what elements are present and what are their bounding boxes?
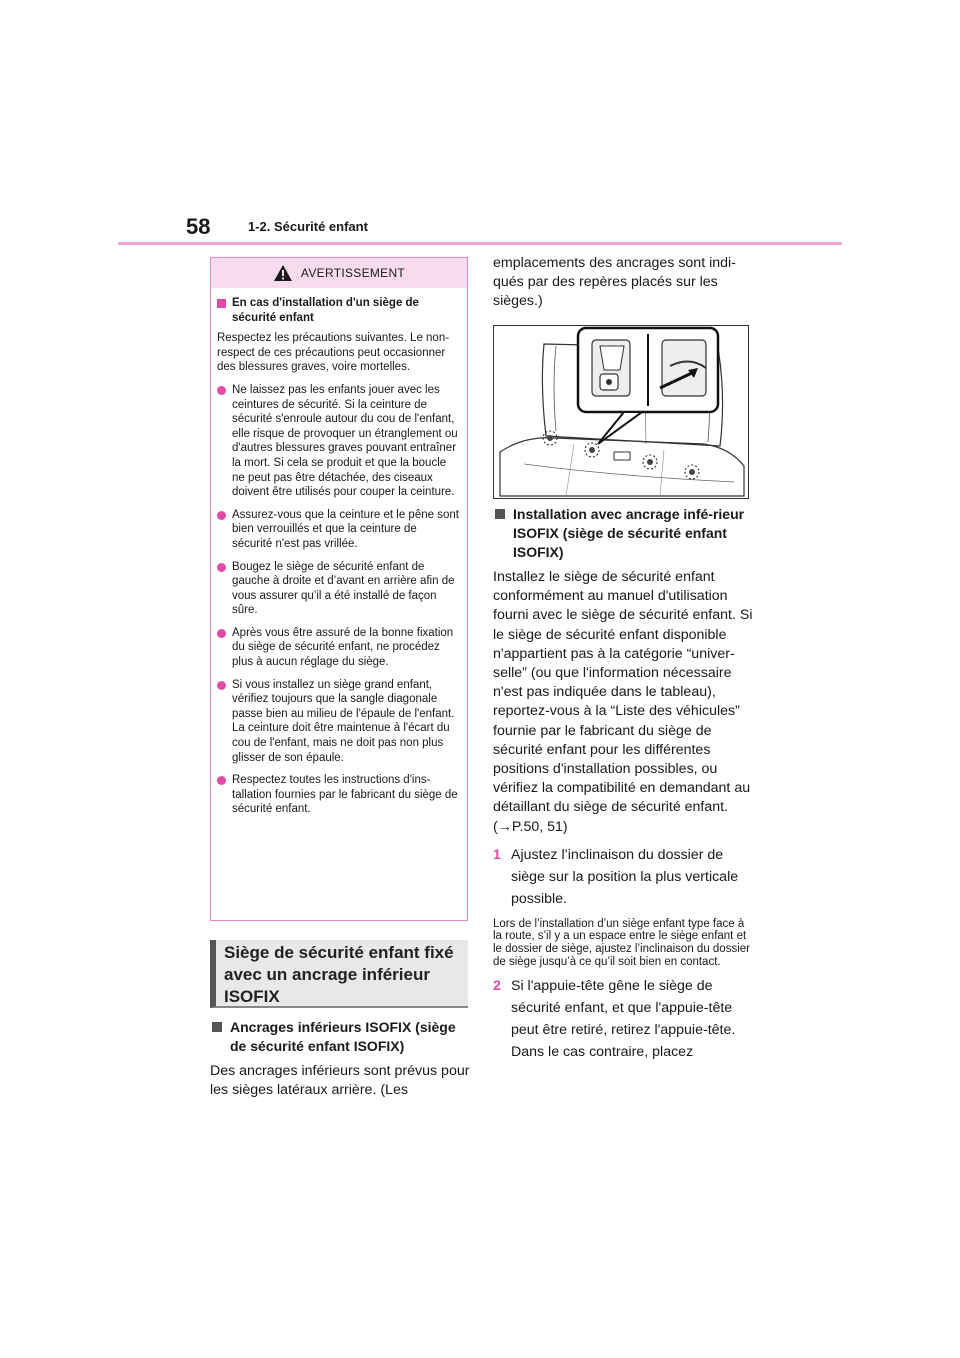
warning-box <box>210 257 468 921</box>
warning-body <box>211 288 467 817</box>
step-number: 1 <box>493 846 501 863</box>
warning-intro: Respectez les précautions suivantes. Le non-respect de ces précautions peut occasionner des blessures graves, voire mortelles. <box>217 332 450 374</box>
dot-bullet-icon <box>217 386 226 395</box>
warning-title: AVERTISSEMENT <box>300 266 406 280</box>
square-bullet-icon <box>217 299 226 308</box>
warning-heading-text: En cas d'installation d'un siège de sécurité enfant <box>232 297 419 324</box>
warning-header <box>211 258 467 288</box>
anchors-heading <box>210 1018 472 1056</box>
left-column <box>210 1018 472 1100</box>
warning-item-text: Respectez toutes les instructions d'ins-tallation fournies par le fabricant du siège de sécurité enfant. <box>232 774 458 816</box>
step-number: 2 <box>493 978 501 995</box>
right-column <box>493 505 755 1063</box>
warning-item <box>217 626 459 670</box>
installation-heading-text: Installation avec ancrage infé-rieur ISOFIX (siège de sécurité enfant ISOFIX) <box>513 506 745 560</box>
dot-bullet-icon <box>217 563 226 572</box>
warning-item <box>217 560 459 618</box>
anchors-heading-text: Ancrages inférieurs ISOFIX (siège de sécurité enfant ISOFIX) <box>230 1019 456 1054</box>
installation-heading <box>493 505 755 562</box>
step-item <box>493 975 755 1063</box>
warning-item <box>217 383 459 500</box>
warning-triangle-icon <box>273 264 293 282</box>
warning-heading <box>217 296 459 325</box>
warning-item-text: Si vous installez un siège grand enfant, vérifiez toujours que la sangle diagonale passe bien au milieu de l'épaule de l'enfant. La ceinture doit être maintenue à l'écart du cou de l'enfant, mais ne doit pas non plus glisser de son épaule. <box>232 678 455 764</box>
section-title: 1-2. Sécurité enfant <box>248 219 368 234</box>
warning-item-text: Ne laissez pas les enfants jouer avec les ceintures de sécurité. Si la ceinture de sécurité s'enroule autour du cou de l'enfant, elle risque de provoquer un étranglement ou d'autres blessures graves pouvant entraîner la mort. Si cela se produit et que la boucle ne peut pas être détachée, des ciseaux doivent être utilisés pour couper la ceinture. <box>232 383 458 499</box>
step-text: Si l'appuie-tête gêne le siège de sécurité enfant, et que l'appuie-tête peut être retiré, retirez l'appuie-tête. Dans le cas contraire, placez <box>511 978 736 1061</box>
warning-item-text: Assurez-vous que la ceinture et le pêne sont bien verrouillés et que la ceinture de sécurité n'est pas vrillée. <box>232 508 459 550</box>
dot-bullet-icon <box>217 629 226 638</box>
dot-bullet-icon <box>217 776 226 785</box>
warning-item-text: Bougez le siège de sécurité enfant de gauche à droite et d’avant en arrière afin de vous assurer qu’il a été installé de façon sûre. <box>232 560 455 617</box>
page-number: 58 <box>186 214 211 239</box>
square-bullet-icon <box>212 1022 222 1032</box>
step-item <box>493 844 755 910</box>
warning-item <box>217 773 459 817</box>
warning-item <box>217 678 459 766</box>
dot-bullet-icon <box>217 511 226 520</box>
step-note: Lors de l’installation d’un siège enfant type face à la route, s’il y a un espace entre le siège enfant et le dossier de siège, ajustez l’inclinaison du dossier de siège jusqu’à ce qu’il soit bien en contact. <box>493 917 750 968</box>
section-heading-box: Siège de sécurité enfant fixé avec un ancrage inférieur ISOFIX <box>210 940 468 1008</box>
warning-item <box>217 508 459 552</box>
rear-seat-illustration <box>494 326 748 498</box>
header-rule <box>118 242 842 245</box>
installation-text: Installez le siège de sécurité enfant conformément au manuel d'utilisation fourni avec le siège de sécurité enfant. Si le siège de sécurité enfant disponible n'appartient pas à la catégorie “univer-selle” (ou que l'information nécessaire n'est pas indiquée dans le tableau), reportez-vous à la “Liste des véhicules” fournie par le fabricant du siège de sécurité enfant pour les différentes positions d'installation possibles, ou vérifiez la compatibilité en demandant au détaillant du siège de sécurité enfant. (→P.50, 51) <box>493 569 753 835</box>
dot-bullet-icon <box>217 681 226 690</box>
anchors-text: Des ancrages inférieurs sont prévus pour les sièges latéraux arrière. (Les <box>210 1063 470 1099</box>
warning-item-text: Après vous être assuré de la bonne fixation du siège de sécurité enfant, ne procédez plus à aucun réglage du siège. <box>232 626 454 669</box>
step-text: Ajustez l’inclinaison du dossier de siège sur la position la plus verticale possible. <box>511 846 739 907</box>
square-bullet-icon <box>495 509 505 519</box>
isofix-anchor-illustration <box>493 325 749 499</box>
anchors-text-continued: emplacements des ancrages sont indi-qués par des repères placés sur les sièges.) <box>493 255 736 310</box>
